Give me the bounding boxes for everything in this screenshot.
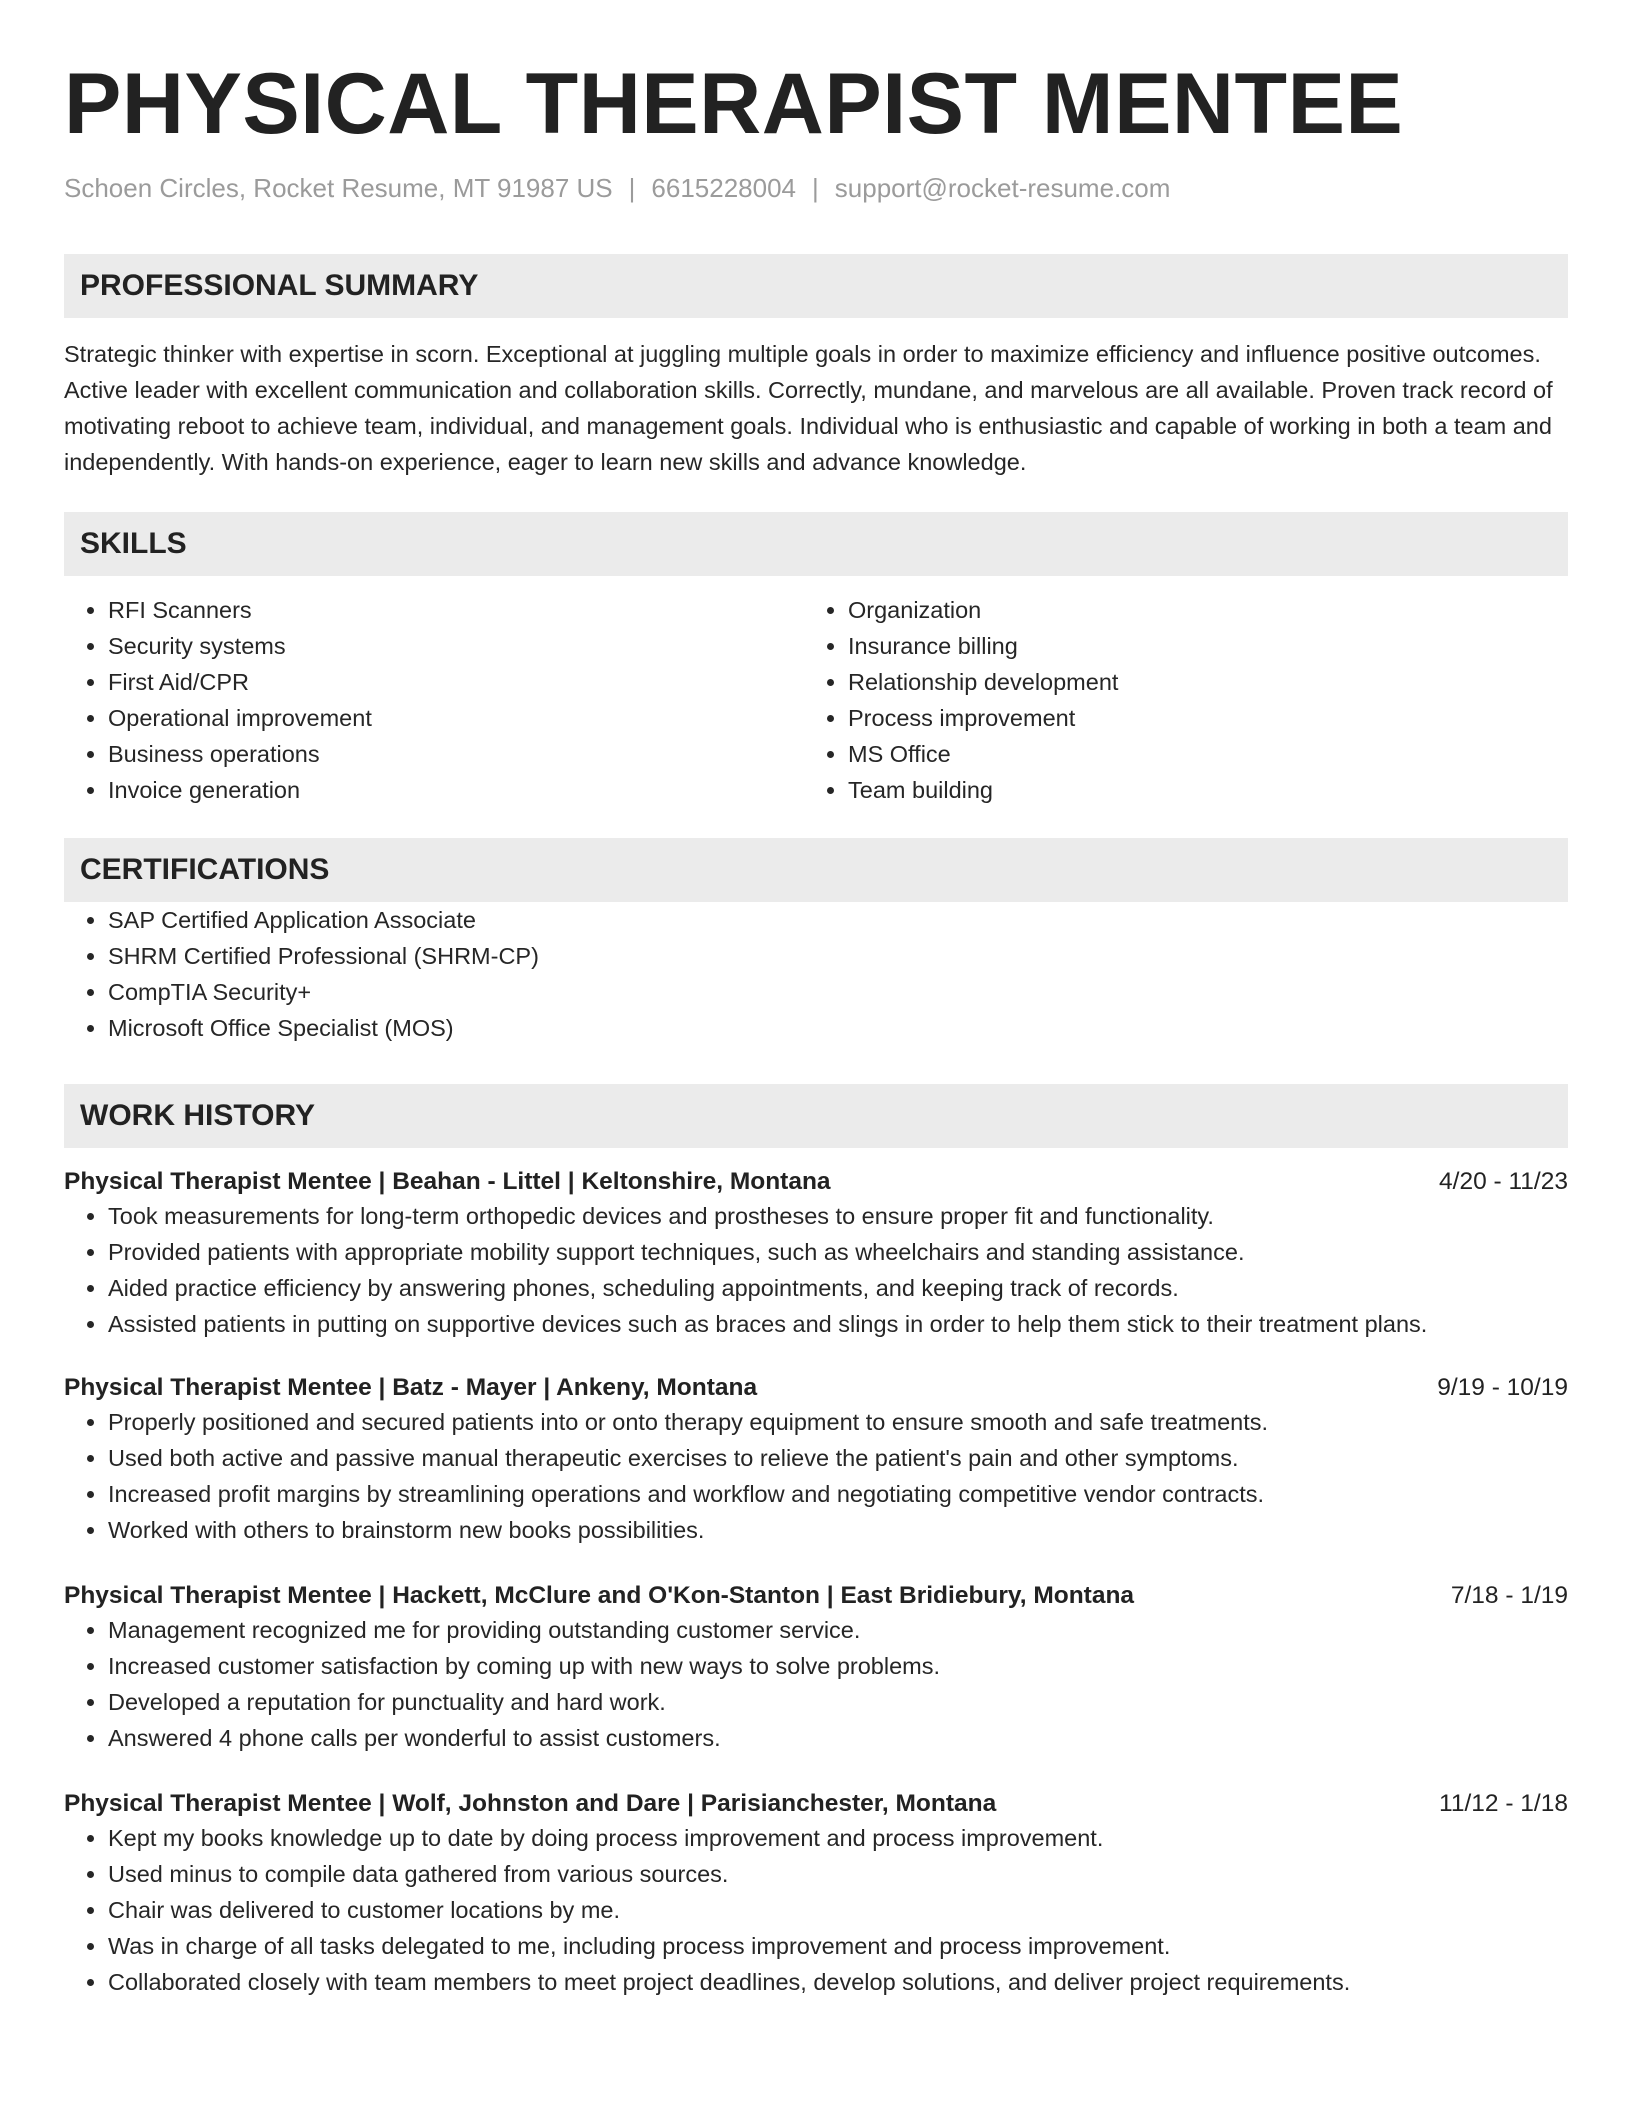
job-duty: • Kept my books knowledge up to date by doing process improvement and process improvement. [108,1820,1568,1856]
job-dates: 7/18 - 1/19 [1450,1582,1568,1609]
skill-item: • Business operations [108,736,804,772]
work-history-heading: WORK HISTORY [64,1084,1568,1148]
job-duty: • Collaborated closely with team members to meet project deadlines, develop solutions, and deliver project requirements. [108,1964,1568,2000]
certification-item: • CompTIA Security+ [108,974,1568,1010]
skills-heading: SKILLS [64,512,1568,576]
job-duties-list [64,1612,1568,1756]
job-duty: • Provided patients with appropriate mobility support techniques, such as wheelchairs and standing assistance. [108,1234,1568,1270]
contact-line [64,172,1568,204]
skills-column-right [804,592,1544,808]
job-title: Physical Therapist Mentee | Wolf, Johnston and Dare | Parisianchester, Montana [64,1790,997,1817]
job-duty: • Properly positioned and secured patients into or onto therapy equipment to ensure smooth and safe treatments. [108,1404,1568,1440]
job-duty: • Used minus to compile data gathered from various sources. [108,1856,1568,1892]
job-entry [64,1580,1568,1756]
job-duty: • Worked with others to brainstorm new books possibilities. [108,1512,1568,1548]
job-title: Physical Therapist Mentee | Hackett, McClure and O'Kon-Stanton | East Bridiebury, Montana [64,1582,1135,1609]
job-entry [64,1788,1568,2000]
skill-item: • Invoice generation [108,772,804,808]
job-dates: 4/20 - 11/23 [1439,1168,1568,1195]
job-duty: • Aided practice efficiency by answering phones, scheduling appointments, and keeping track of records. [108,1270,1568,1306]
job-entry [64,1372,1568,1548]
skills-list-left [64,592,804,808]
certification-item: • SHRM Certified Professional (SHRM-CP) [108,938,1568,974]
skill-item: • Insurance billing [848,628,1544,664]
job-duty: • Developed a reputation for punctuality and hard work. [108,1684,1568,1720]
job-title: Physical Therapist Mentee | Beahan - Littel | Keltonshire, Montana [64,1168,831,1195]
job-dates: 9/19 - 10/19 [1437,1374,1568,1401]
skill-item: • Operational improvement [108,700,804,736]
job-duty: • Took measurements for long-term orthopedic devices and prostheses to ensure proper fit and functionality. [108,1198,1568,1234]
job-header [64,1788,1568,1820]
candidate-name: PHYSICAL THERAPIST MENTEE [64,56,1404,152]
job-duty: • Increased profit margins by streamlining operations and workflow and negotiating competitive vendor contracts. [108,1476,1568,1512]
skills-column-left [64,592,804,808]
job-duty: • Was in charge of all tasks delegated to me, including process improvement and process improvement. [108,1928,1568,1964]
certifications-heading: CERTIFICATIONS [64,838,1568,902]
skill-item: • Process improvement [848,700,1544,736]
job-header [64,1166,1568,1198]
job-header [64,1372,1568,1404]
job-duties-list [64,1198,1568,1342]
skill-item: • Organization [848,592,1544,628]
summary-text: Strategic thinker with expertise in scorn. Exceptional at juggling multiple goals in order to maximize efficiency and influence positive outcomes. Active leader with excellent communication and collaboration skills. Correctly, mundane, and marvelous are all available. Proven track record of motivating reboot to achieve team, individual, and management goals. Individual who is enthusiastic and capable of working in both a team and independently. With hands-on experience, eager to learn new skills and advance knowledge. [64,341,1553,475]
skills-columns [64,592,1568,808]
job-title: Physical Therapist Mentee | Batz - Mayer | Ankeny, Montana [64,1374,758,1401]
contact-separator: | [812,173,819,203]
skill-item: • MS Office [848,736,1544,772]
skill-item: • Security systems [108,628,804,664]
job-duty: • Management recognized me for providing outstanding customer service. [108,1612,1568,1648]
job-duties-list [64,1820,1568,2000]
skills-list-right [804,592,1544,808]
job-duty: • Chair was delivered to customer locations by me. [108,1892,1568,1928]
job-duty: • Answered 4 phone calls per wonderful to assist customers. [108,1720,1568,1756]
certifications-list [64,902,1568,1046]
job-duties-list [64,1404,1568,1548]
contact-address: Schoen Circles, Rocket Resume, MT 91987 US [64,173,613,203]
certification-item: • Microsoft Office Specialist (MOS) [108,1010,1568,1046]
certification-item: • SAP Certified Application Associate [108,902,1568,938]
job-duty: • Increased customer satisfaction by coming up with new ways to solve problems. [108,1648,1568,1684]
contact-email: support@rocket-resume.com [834,173,1171,203]
summary-heading: PROFESSIONAL SUMMARY [64,254,1568,318]
job-header [64,1580,1568,1612]
skill-item: • RFI Scanners [108,592,804,628]
skill-item: • Team building [848,772,1544,808]
contact-separator: | [628,173,636,203]
skill-item: • Relationship development [848,664,1544,700]
job-duty: • Assisted patients in putting on supportive devices such as braces and slings in order to help them stick to their treatment plans. [108,1306,1568,1342]
job-dates: 11/12 - 1/18 [1439,1790,1568,1817]
job-duty: • Used both active and passive manual therapeutic exercises to relieve the patient's pain and other symptoms. [108,1440,1568,1476]
job-entry [64,1166,1568,1342]
skill-item: • First Aid/CPR [108,664,804,700]
contact-phone: 6615228004 [651,173,797,203]
